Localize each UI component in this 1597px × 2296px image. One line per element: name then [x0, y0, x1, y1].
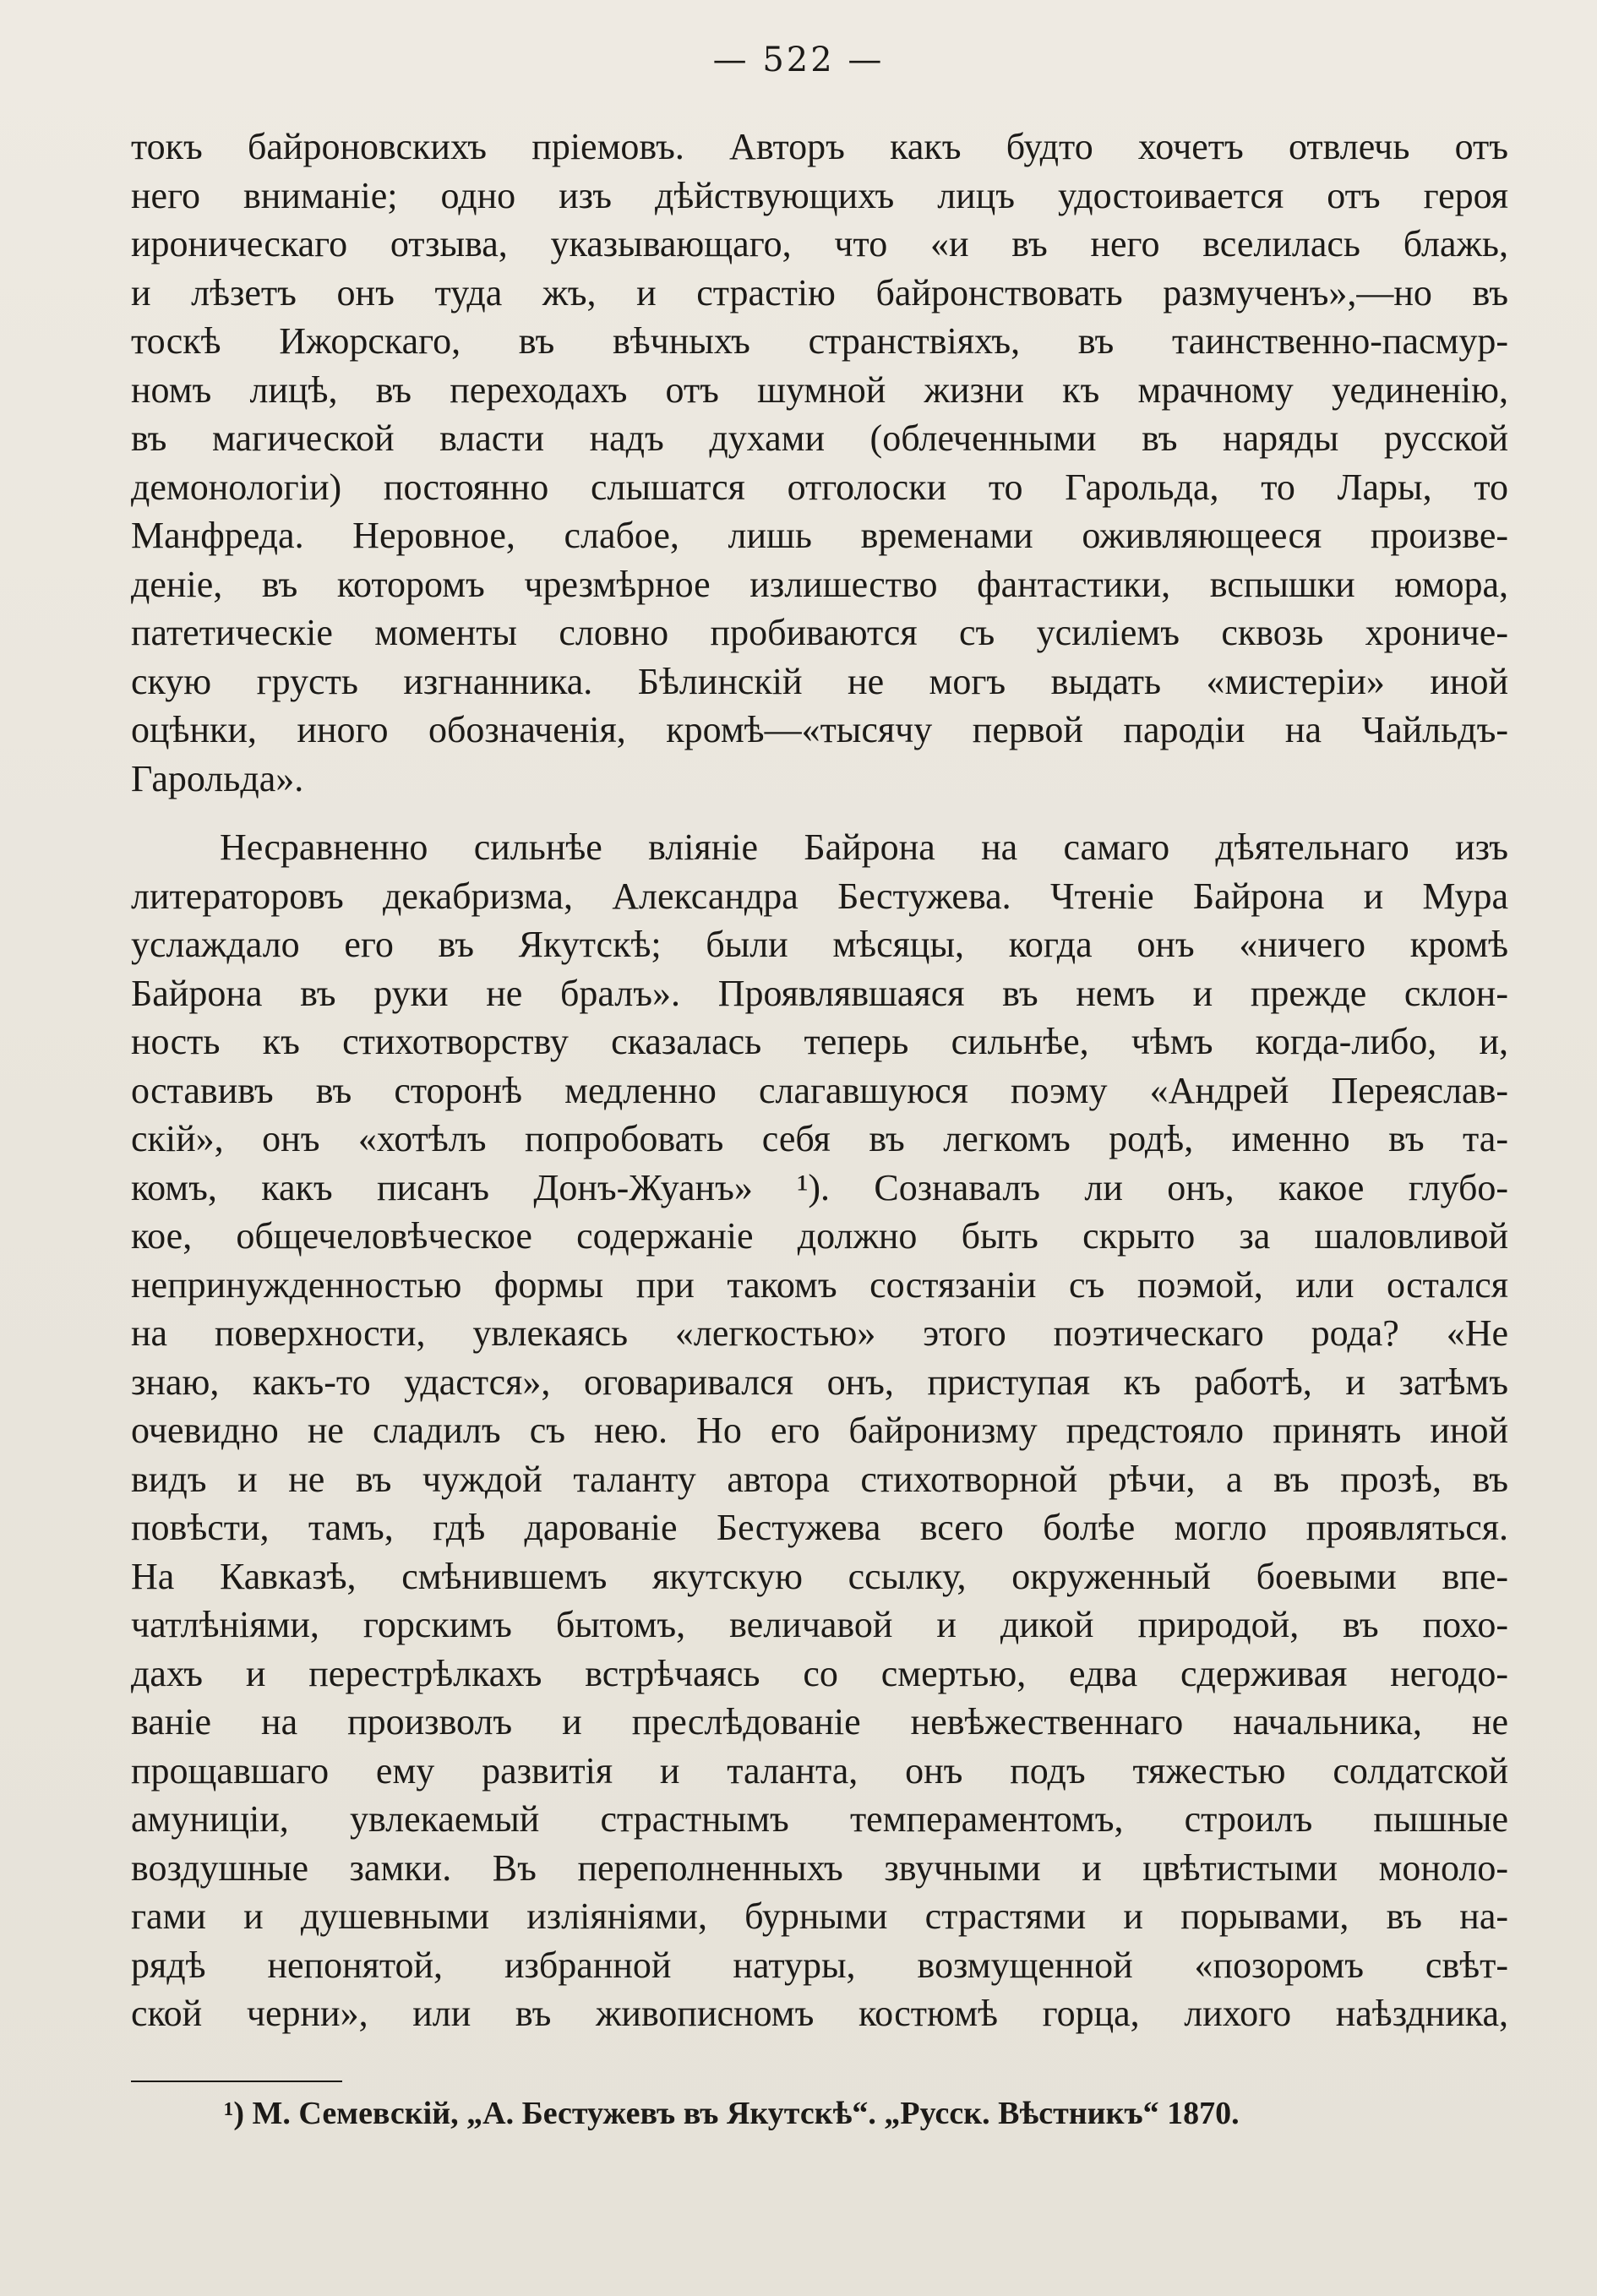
text-line: Байрона въ руки не бралъ». Проявлявшаяся въ немъ и прежде склон- [131, 972, 1508, 1014]
paragraph-2 [131, 823, 1508, 2038]
paragraph-1 [131, 123, 1508, 803]
text-line: повѣсти, тамъ, гдѣ дарованіе Бестужева всего болѣе могло проявляться. [131, 1507, 1508, 1548]
text-line: оставивъ въ сторонѣ медленно слагавшуюся поэму «Андрей Переяслав- [131, 1069, 1508, 1111]
text-line: ской черни», или въ живописномъ костюмѣ горца, лихого наѣздника, [131, 1993, 1508, 2034]
text-line: На Кавказѣ, смѣнившемъ якутскую ссылку, окруженный боевыми впе- [131, 1555, 1508, 1597]
text-line: очевидно не сладилъ съ нею. Но его байронизму предстояло принять иной [131, 1410, 1508, 1451]
text-line: Манфреда. Неровное, слабое, лишь временами оживляющееся произве- [131, 515, 1508, 556]
footnote: ¹) М. Семевскій, „А. Бестужевъ въ Якутскѣ“. „Русск. Вѣстникъ“ 1870. [224, 2096, 1240, 2131]
text-line: на поверхности, увлекаясь «легкостью» этого поэтическаго рода? «Не [131, 1312, 1508, 1354]
text-line: номъ лицѣ, въ переходахъ отъ шумной жизни къ мрачному уединенію, [131, 368, 1508, 411]
text-line: и лѣзетъ онъ туда жъ, и страстію байронствовать размученъ»,—но въ [131, 271, 1508, 314]
text-line: скій», онъ «хотѣлъ попробовать себя въ легкомъ родѣ, именно въ та- [131, 1118, 1508, 1159]
text-line: услаждало его въ Якутскѣ; были мѣсяцы, когда онъ «ничего кромѣ [131, 924, 1508, 965]
page-number: — 522 — [712, 41, 885, 79]
text-line: знаю, какъ-то удастся», оговаривался онъ, приступая къ работѣ, и затѣмъ [131, 1361, 1508, 1403]
text-line: дахъ и перестрѣлкахъ встрѣчаясь со смертью, едва сдерживая негодо- [131, 1652, 1508, 1694]
text-line: чатлѣніями, горскимъ бытомъ, величавой и дикой природой, въ похо- [131, 1604, 1508, 1645]
text-line: амуниціи, увлекаемый страстнымъ темпераментомъ, строилъ пышные [131, 1798, 1508, 1840]
text-line: кое, общечеловѣческое содержаніе должно быть скрыто за шаловливой [131, 1215, 1508, 1257]
text-line: деніе, въ которомъ чрезмѣрное излишество фантастики, вспышки юмора, [131, 563, 1508, 605]
text-line: Несравненно сильнѣе вліяніе Байрона на самаго дѣятельнаго изъ [220, 826, 1508, 868]
paragraph-spacer [131, 803, 1508, 823]
text-line: патетическіе моменты словно пробиваются съ усиліемъ сквозь хрониче- [131, 612, 1508, 653]
text-line: Гарольда». [131, 757, 304, 799]
footnote-divider [131, 2081, 342, 2082]
text-line: скую грусть изгнанника. Бѣлинскій не могъ выдать «мистеріи» иной [131, 660, 1508, 702]
text-line: видъ и не въ чуждой таланту автора стихотворной рѣчи, а въ прозѣ, въ [131, 1458, 1508, 1500]
text-line: гами и душевными изліяніями, бурными страстями и порывами, въ на- [131, 1895, 1508, 1937]
text-line: воздушные замки. Въ переполненныхъ звучными и цвѣтистыми моноло- [131, 1846, 1508, 1889]
text-line: литераторовъ декабризма, Александра Бестужева. Чтеніе Байрона и Мура [131, 875, 1508, 917]
text-line: прощавшаго ему развитія и таланта, онъ подъ тяжестью солдатской [131, 1749, 1508, 1792]
text-line: ность къ стихотворству сказалась теперь сильнѣе, чѣмъ когда-либо, и, [131, 1021, 1508, 1062]
text-line: ваніе на произволъ и преслѣдованіе невѣжественнаго начальника, не [131, 1701, 1508, 1742]
text-line: рядѣ непонятой, избранной натуры, возмущенной «позоромъ свѣт- [131, 1944, 1508, 1986]
text-line: въ магической власти надъ духами (облеченными въ наряды русской [131, 417, 1508, 459]
text-line: оцѣнки, иного обозначенія, кромѣ—«тысячу первой пародіи на Чайльдъ- [131, 709, 1508, 750]
text-line: тоскѣ Ижорскаго, въ вѣчныхъ странствіяхъ, въ таинственно-пасмур- [131, 320, 1508, 362]
text-line: ироническаго отзыва, указывающаго, что «и въ него вселилась блажь, [131, 223, 1508, 265]
text-line: токъ байроновскихъ пріемовъ. Авторъ какъ будто хочетъ отвлечь отъ [131, 126, 1508, 167]
text-line: непринужденностью формы при такомъ состязаніи съ поэмой, или остался [131, 1263, 1508, 1306]
text-line: комъ, какъ писанъ Донъ-Жуанъ» ¹). Сознавалъ ли онъ, какое глубо- [131, 1166, 1508, 1208]
text-line: демонологіи) постоянно слышатся отголоски то Гарольда, то Лары, то [131, 466, 1508, 508]
text-line: него вниманіе; одно изъ дѣйствующихъ лицъ удостоивается отъ героя [131, 174, 1508, 216]
body-text [131, 123, 1508, 2038]
